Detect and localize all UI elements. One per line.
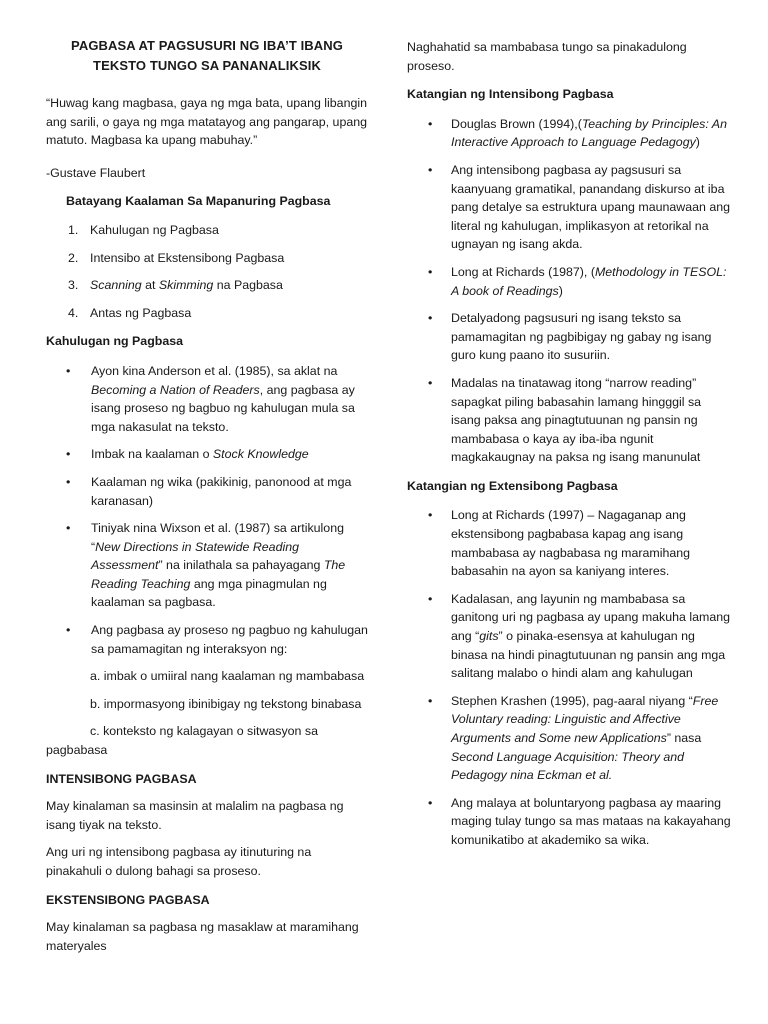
text-span: Madalas na tinatawag itong “narrow reading” sapagkat piling babasahin lamang hingggil sa isang paksa ang pinagtutuunan ng pansin ng mambabasa o kaya ay iba-iba ngunit magkakaugnay na paksa ng isang manunulat: [451, 375, 702, 465]
heading-ekstensibong-pagbasa: EKSTENSIBONG PAGBASA: [46, 892, 210, 907]
text-span: Imbak na kaalaman o: [91, 447, 213, 462]
topic-item: [46, 276, 368, 295]
bullet-item: [407, 309, 732, 365]
bullet-icon: •: [428, 116, 433, 131]
text-span: Ang malaya at boluntaryong pagbasa ay maaring maging tulay tungo sa mas mataas na kakayahang komunikatibo at akademiko sa wika.: [451, 795, 731, 847]
text-span: ): [695, 135, 700, 150]
bullet-icon: •: [428, 693, 433, 708]
text-span: ” o pinaka-esensya at kahulugan ng binasa na hindi pinagtutuunan ng pansin ang mga salitang malabo o hindi alam ang kahulugan: [451, 629, 726, 681]
text-span: Douglas Brown (1994),(: [451, 116, 582, 131]
italic-text: gits: [479, 629, 499, 644]
sub-item-c: c. konteksto ng kalagayan o sitwasyon sa pagbabasa: [46, 724, 318, 758]
topic-number: 3.: [68, 278, 79, 293]
bullet-item: [46, 473, 368, 510]
right-intro-paragraph: Naghahatid sa mambabasa tungo sa pinakadulong proseso.: [407, 40, 687, 73]
bullet-item: [407, 161, 732, 254]
bullet-icon: •: [428, 375, 433, 390]
topic-number: 2.: [68, 250, 79, 265]
sub-item-a: a. imbak o umiiral nang kaalaman ng mambabasa: [90, 669, 365, 684]
title-line-1: PAGBASA AT PAGSUSURI NG IBA’T IBANG: [71, 38, 343, 53]
italic-text: Free Voluntary reading: Linguistic and Affective Arguments and Some new Applications: [451, 693, 719, 745]
bullet-item: [407, 374, 732, 467]
text-span: Ang pagbasa ay proseso ng pagbuo ng kahulugan sa pamamagitan ng interaksyon ng:: [91, 623, 368, 656]
text-span: Kahulugan ng Pagbasa: [90, 222, 219, 237]
bullet-item: [46, 519, 368, 612]
text-span: ” nasa: [666, 731, 702, 745]
heading-intensibong-pagbasa: INTENSIBONG PAGBASA: [46, 771, 197, 786]
epigraph-quote: “Huwag kang magbasa, gaya ng mga bata, upang libangin ang sarili, o gaya ng mga matatayog ang pangarap, upang matuto. Magbasa ka upang mabuhay.”: [46, 96, 368, 148]
bullet-item: [407, 692, 732, 785]
text-span: na Pagbasa: [213, 278, 283, 293]
text-span: ” na inilathala sa pahayagang: [158, 558, 324, 573]
topic-number: 1.: [68, 222, 79, 237]
text-span: Stephen Krashen (1995), pag-aaral niyang “: [451, 693, 693, 708]
bullet-item: [407, 590, 732, 683]
bullet-item: [46, 445, 368, 464]
text-span: Long at Richards (1987), (: [451, 264, 595, 279]
kahulugan-bullet-list: [46, 362, 368, 658]
intensibo-paragraph-2: Ang uri ng intensibong pagbasa ay itinuturing na pinakahuli o dulong bahagi sa proseso.: [46, 845, 312, 878]
text-span: Ang intensibong pagbasa ay pagsusuri sa kaanyuang gramatikal, panandang diskurso at iba pang detalye sa estruktura upang maunawaan ang literal ng kahulugan, implikasyon at retorikal na ugnayan ng isang akda.: [451, 162, 730, 252]
heading-katangian-extensibong: Katangian ng Extensibong Pagbasa: [407, 478, 618, 493]
bullet-icon: •: [66, 623, 71, 638]
intensibo-bullet-list: [407, 115, 732, 467]
italic-text: Second Language Acquisition: Theory and Pedagogy nina Eckman et al.: [451, 749, 685, 783]
bullet-icon: •: [66, 474, 71, 489]
topic-item: [46, 304, 368, 323]
bullet-icon: •: [428, 162, 433, 177]
text-span: ): [558, 283, 563, 298]
bullet-icon: •: [428, 311, 433, 326]
bullet-icon: •: [428, 591, 433, 606]
text-span: Kadalasan, ang layunin ng mambabasa sa ganitong uri ng pagbasa ay upang makuha lamang ang “: [451, 591, 730, 644]
italic-text: New Directions in Statewide Reading Assessment: [91, 539, 299, 573]
left-column: [46, 0, 368, 955]
heading-katangian-intensibong: Katangian ng Intensibong Pagbasa: [407, 87, 614, 102]
intensibo-paragraph-1: May kinalaman sa masinsin at malalim na pagbasa ng isang tiyak na teksto.: [46, 799, 344, 832]
text-span: Detalyadong pagsusuri ng isang teksto sa pamamagitan ng pagbibigay ng gabay ng isang guro kung paano ito susuriin.: [451, 311, 712, 363]
text-span: Tiniyak nina Wixson et al. (1987) sa artikulong “: [91, 521, 344, 554]
bullet-item: [46, 362, 368, 436]
text-span: , ang pagbasa ay isang proseso ng bagbuo ng kahulugan mula sa mga nakasulat na teksto.: [91, 382, 355, 434]
section-heading-batayang-kaalaman: Batayang Kaalaman Sa Mapanuring Pagbasa: [66, 194, 331, 209]
bullet-icon: •: [66, 521, 71, 536]
text-span: Ayon kina Anderson et al. (1985), sa aklat na: [91, 363, 338, 378]
bullet-item: [46, 621, 368, 658]
ekstensibo-bullet-list: [407, 506, 732, 849]
text-span: Long at Richards (1997) – Nagaganap ang ekstensibong pagbabasa kapag ang isang mambabasa ay nagbabasa ng maramihang babasahin na ayon sa kaniyang interes.: [451, 508, 691, 579]
bullet-item: [407, 115, 732, 152]
topic-item: [46, 249, 368, 268]
italic-text: The Reading Teaching: [91, 558, 346, 591]
bullet-icon: •: [66, 447, 71, 462]
bullet-icon: •: [66, 363, 71, 378]
bullet-icon: •: [428, 795, 433, 810]
bullet-item: [407, 263, 732, 300]
topics-list: [46, 221, 368, 322]
italic-text: Teaching by Principles: An Interactive Approach to Language Pedagogy: [451, 116, 727, 150]
bullet-icon: •: [428, 508, 433, 523]
text-span: ang mga pinagmulan ng kaalaman sa pagbasa.: [91, 576, 327, 610]
topic-item: [46, 221, 368, 240]
italic-text: Scanning: [90, 278, 142, 293]
italic-text: Becoming a Nation of Readers: [91, 382, 260, 397]
italic-text: Skimming: [158, 278, 214, 293]
title-line-2: TEKSTO TUNGO SA PANANALIKSIK: [93, 58, 321, 73]
bullet-item: [407, 506, 732, 580]
italic-text: Stock Knowledge: [212, 447, 309, 462]
text-span: at: [141, 278, 159, 293]
heading-kahulugan-ng-pagbasa: Kahulugan ng Pagbasa: [46, 334, 184, 349]
bullet-item: [407, 794, 732, 850]
right-column: [407, 0, 732, 859]
text-span: Kaalaman ng wika (pakikinig, panonood at mga karanasan): [91, 474, 352, 508]
topic-number: 4.: [68, 305, 79, 320]
bullet-icon: •: [428, 264, 433, 279]
epigraph-author: -Gustave Flaubert: [46, 165, 146, 180]
document-title: [46, 36, 368, 76]
text-span: Intensibo at Ekstensibong Pagbasa: [90, 250, 285, 265]
sub-item-b: b. impormasyong ibinibigay ng tekstong binabasa: [90, 696, 362, 711]
ekstensibo-paragraph-1: May kinalaman sa pagbasa ng masaklaw at maramihang materyales: [46, 920, 359, 953]
text-span: Antas ng Pagbasa: [90, 305, 192, 320]
italic-text: Methodology in TESOL: A book of Readings: [451, 264, 727, 298]
